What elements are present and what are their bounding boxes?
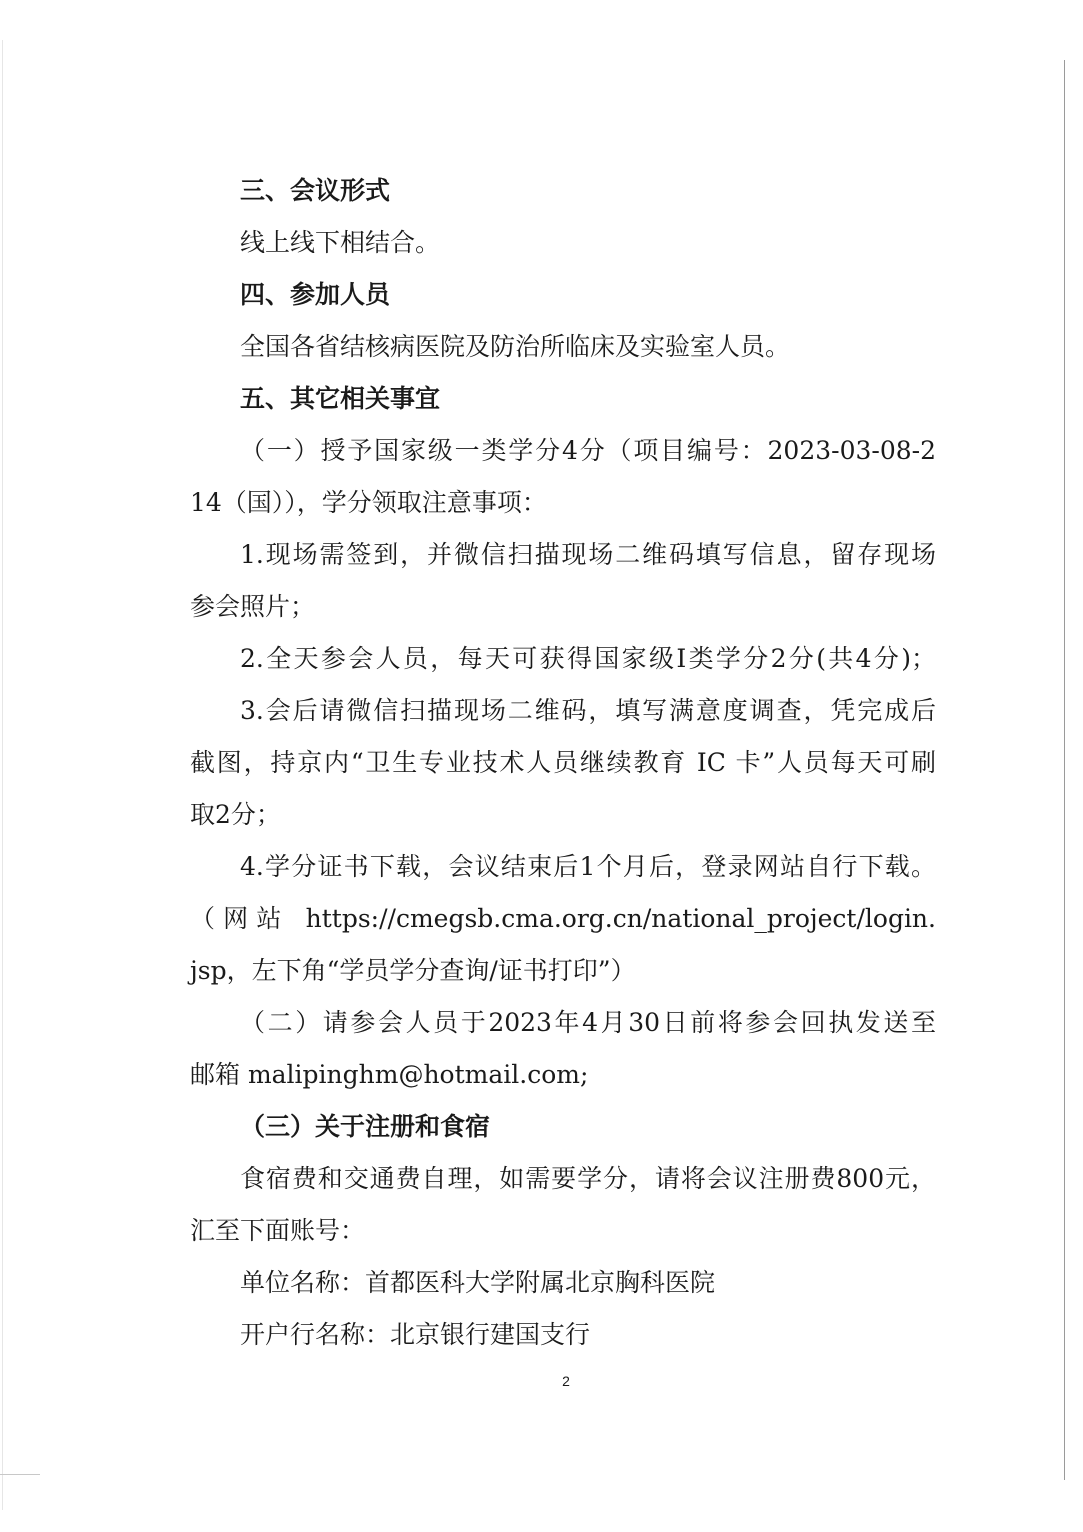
section-four-heading: 四、参加人员 <box>240 280 391 309</box>
page-number: 2 <box>562 1373 570 1389</box>
credit-item3-line3: 取2分； <box>190 800 281 829</box>
credit-intro-line2: 14（国）），学分领取注意事项： <box>190 488 547 517</box>
credit-item4-line1: 4.学分证书下载，会议结束后1个月后，登录网站自行下载。 <box>240 852 936 881</box>
credit-intro-line1: （一）授予国家级一类学分4分（项目编号：2023-03-08-2 <box>240 436 936 465</box>
credit-item1-line1: 1.现场需签到，并微信扫描现场二维码填写信息，留存现场 <box>240 540 936 569</box>
scan-edge-right <box>1064 60 1065 1480</box>
registration-line1: 食宿费和交通费自理，如需要学分，请将会议注册费800元， <box>240 1164 936 1193</box>
section-five-heading: 五、其它相关事宜 <box>240 384 441 413</box>
scan-mark-bottom <box>0 1474 40 1475</box>
credit-item2: 2.全天参会人员，每天可获得国家级Ⅰ类学分2分(共4分)； <box>240 644 936 673</box>
receipt-line1: （二）请参会人员于2023年4月30日前将参会回执发送至 <box>240 1008 936 1037</box>
section-three-heading: 三、会议形式 <box>240 176 391 205</box>
credit-item4-line3: jsp，左下角“学员学分查询/证书打印”） <box>190 956 636 985</box>
section-three-text: 线上线下相结合。 <box>240 228 441 257</box>
section-four-text: 全国各省结核病医院及防治所临床及实验室人员。 <box>240 332 791 361</box>
registration-bank-name: 开户行名称：北京银行建国支行 <box>240 1320 591 1349</box>
credit-item3-line2: 截图，持京内“卫生专业技术人员继续教育 IC 卡”人员每天可刷 <box>190 748 936 777</box>
credit-item1-line2: 参会照片； <box>190 592 316 621</box>
registration-line2: 汇至下面账号： <box>190 1216 366 1245</box>
registration-unit-name: 单位名称：首都医科大学附属北京胸科医院 <box>240 1268 716 1297</box>
credit-item3-line1: 3.会后请微信扫描现场二维码，填写满意度调查，凭完成后 <box>240 696 936 725</box>
receipt-email-line: 邮箱 malipinghm@hotmail.com; <box>190 1060 589 1089</box>
registration-heading: （三）关于注册和食宿 <box>240 1112 491 1141</box>
credit-item4-website-line: （网站 https://cmegsb.cma.org.cn/national_project/login. <box>190 904 936 933</box>
scan-edge-left <box>2 40 3 1510</box>
